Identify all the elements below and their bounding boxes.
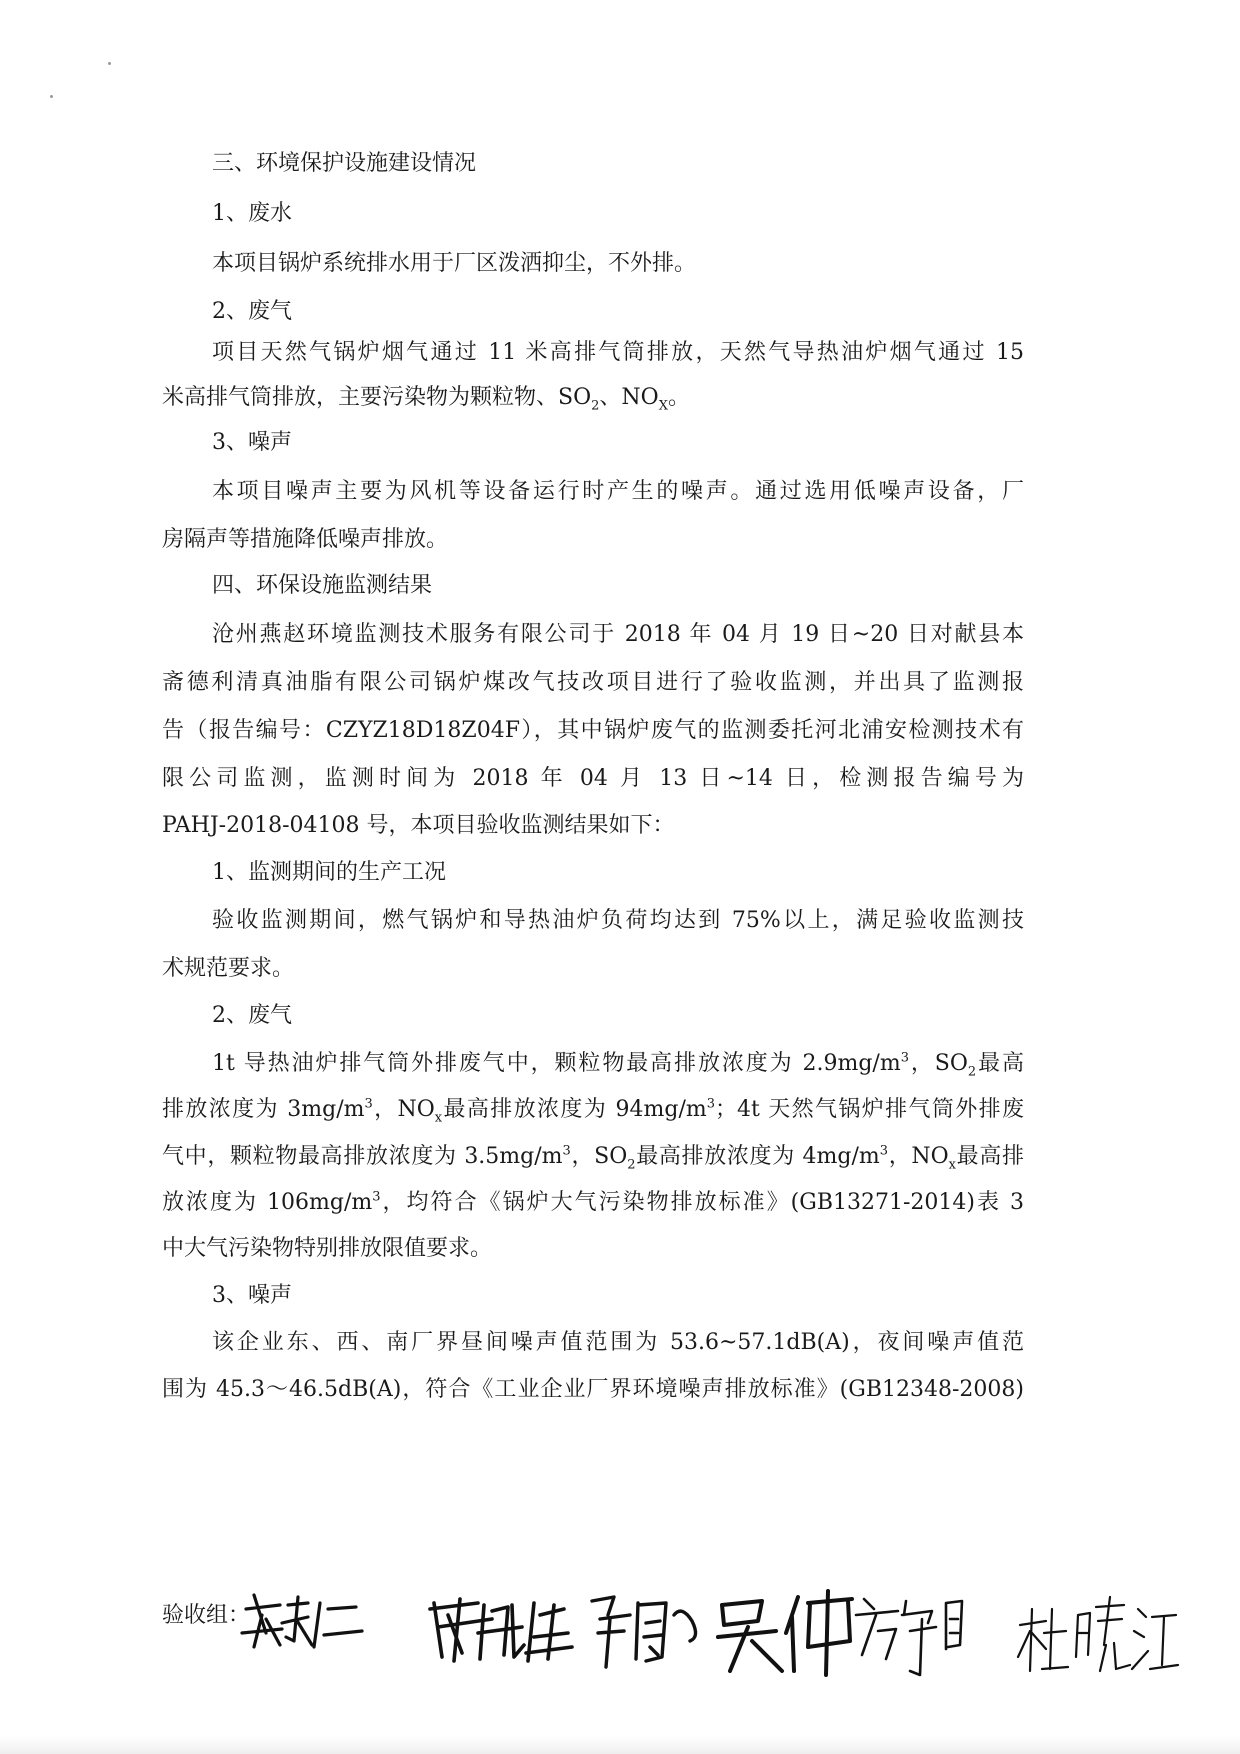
paragraph-wastewater: 本项目锅炉系统排水用于厂区泼洒抑尘，不外排。: [212, 251, 697, 276]
handwritten-signatures: [162, 1575, 1182, 1695]
subheading-wastewater: 1、废水: [212, 201, 292, 226]
subheading-conditions: 1、监测期间的生产工况: [212, 860, 446, 885]
signature-2: [430, 1599, 572, 1661]
paragraph-intro-line: PAHJ-2018-04108 号，本项目验收监测结果如下：: [162, 813, 675, 838]
paragraph-conditions-line: 验收监测期间，燃气锅炉和导热油炉负荷均达到 75%以上，满足验收监测技: [212, 908, 1024, 933]
paragraph-exhaust-line: 米高排气筒排放，主要污染物为颗粒物、$SO_2$、$NO_X$。: [162, 385, 690, 414]
scan-speck: [50, 95, 53, 98]
paragraph-noise-line: 本项目噪声主要为风机等设备运行时产生的噪声。通过选用低噪声设备，厂: [212, 479, 1024, 504]
signature-3: [592, 1597, 696, 1667]
paragraph-exhaust-results-line: 排放浓度为 $3mg/m^3$，$NO_x$最高排放浓度为 $94mg/m^3$；4t 天然气锅炉排气筒外排废: [162, 1096, 1024, 1126]
paragraph-conditions-line: 术规范要求。: [162, 956, 295, 981]
scan-edge-shadow: [0, 1736, 1240, 1754]
paragraph-exhaust-results-line: 气中，颗粒物最高排放浓度为 $3.5mg/m^3$，$SO_2$最高排放浓度为 $4mg/m^3$，$NO_x$最高排: [162, 1143, 1024, 1173]
scan-speck: [108, 62, 111, 65]
subheading-exhaust: 2、废气: [212, 299, 292, 324]
subheading-noise: 3、噪声: [212, 430, 292, 455]
paragraph-intro-line: 限公司监测，监测时间为 2018 年 04 月 13 日~14 日，检测报告编号为: [162, 766, 1024, 791]
signature-5: [856, 1599, 962, 1675]
acceptance-group-label: 验收组：: [162, 1603, 251, 1628]
paragraph-exhaust-results-line: 1t 导热油炉排气筒外排废气中，颗粒物最高排放浓度为 $2.9mg/m^3$，$SO_2$最高: [212, 1050, 1024, 1080]
paragraph-exhaust-results-line: 中大气污染物特别排放限值要求。: [162, 1236, 493, 1261]
section-heading-4: 四、环保设施监测结果: [212, 573, 433, 598]
paragraph-exhaust-results-line: 放浓度为 $106mg/m^3$，均符合《锅炉大气污染物排放标准》(GB13271-2014)表 3: [162, 1189, 1025, 1215]
paragraph-noise-results-line: 该企业东、西、南厂界昼间噪声值范围为 53.6~57.1dB(A)，夜间噪声值范: [212, 1330, 1024, 1355]
signature-area: [162, 1575, 1182, 1695]
subheading-exhaust-results: 2、废气: [212, 1003, 292, 1028]
subheading-noise-results: 3、噪声: [212, 1283, 292, 1308]
signature-4: [718, 1591, 852, 1675]
paragraph-noise-line: 房隔声等措施降低噪声排放。: [162, 527, 449, 552]
paragraph-intro-line: 告（报告编号：CZYZ18D18Z04F），其中锅炉废气的监测委托河北浦安检测技术有: [162, 718, 1024, 743]
signature-6: [1018, 1597, 1178, 1671]
paragraph-exhaust-line: 项目天然气锅炉烟气通过 11 米高排气筒排放，天然气导热油炉烟气通过 15: [212, 340, 1024, 365]
paragraph-noise-results-line: 围为 45.3～46.5dB(A)，符合《工业企业厂界环境噪声排放标准》(GB12348-2008): [162, 1377, 1024, 1402]
paragraph-intro-line: 斋德利清真油脂有限公司锅炉煤改气技改项目进行了验收监测，并出具了监测报: [162, 670, 1024, 695]
paragraph-intro-line: 沧州燕赵环境监测技术服务有限公司于 2018 年 04 月 19 日~20 日对献县本: [212, 622, 1024, 647]
signature-1: [242, 1595, 362, 1647]
section-heading-3: 三、环境保护设施建设情况: [212, 151, 477, 176]
